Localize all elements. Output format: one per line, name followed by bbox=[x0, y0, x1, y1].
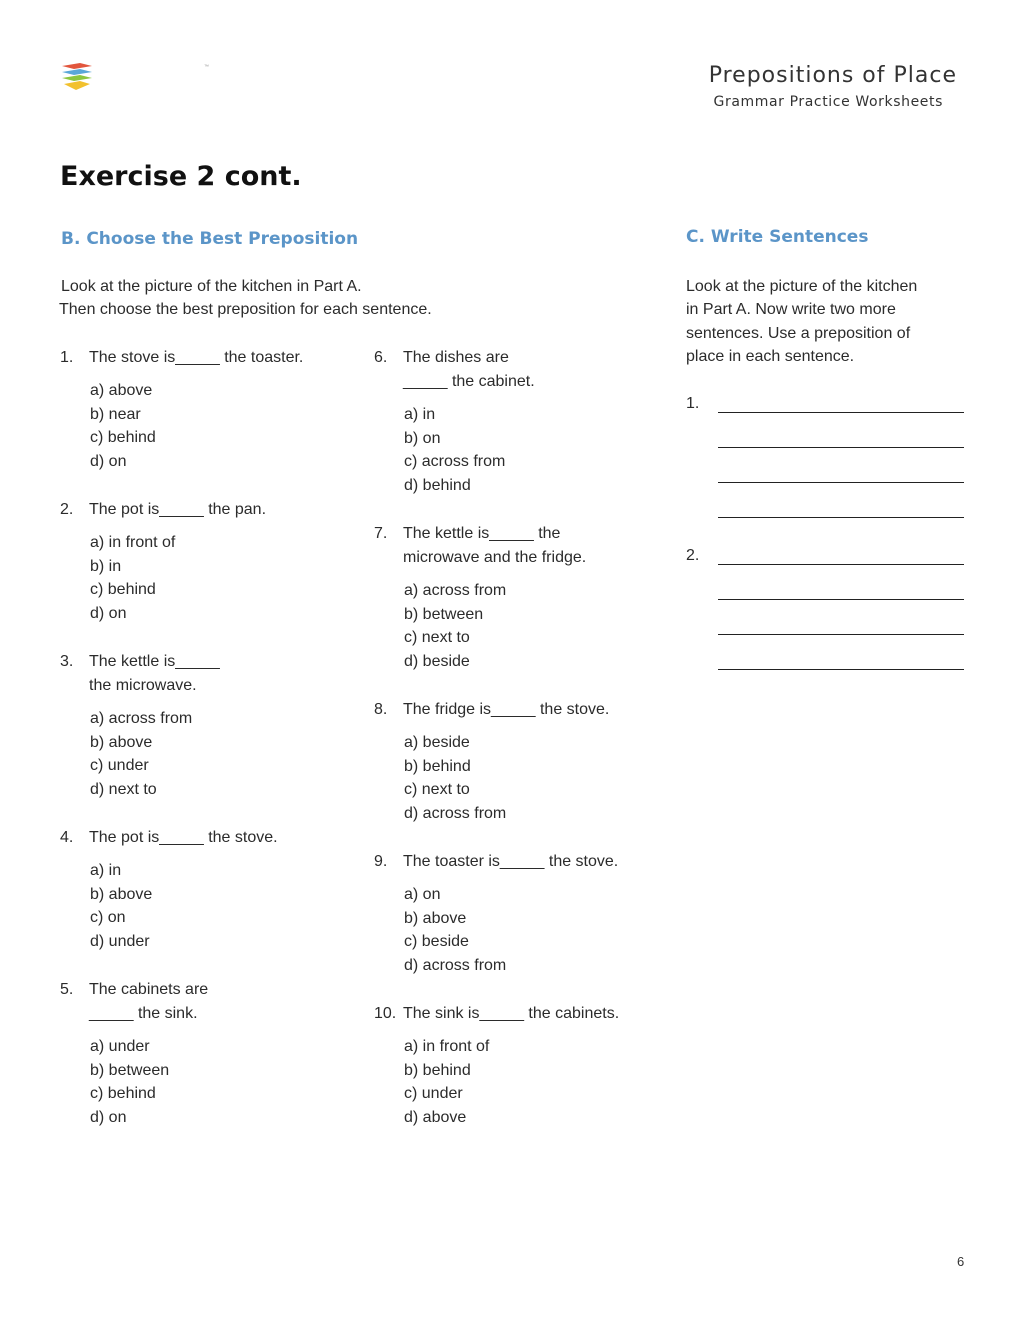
answer-option[interactable]: d) on bbox=[90, 1108, 127, 1126]
answer-option[interactable]: d) under bbox=[90, 932, 150, 950]
answer-option[interactable]: c) behind bbox=[90, 1085, 156, 1102]
answer-option[interactable]: b) in bbox=[90, 557, 122, 575]
answer-option[interactable]: b) near bbox=[90, 405, 141, 423]
answer-option[interactable]: c) under bbox=[404, 1085, 463, 1102]
question-number: 1. bbox=[60, 349, 74, 366]
question-text: The pot is_____ the stove. bbox=[89, 829, 278, 846]
answer-options bbox=[90, 531, 175, 625]
answer-options bbox=[404, 403, 505, 497]
answer-option[interactable]: a) above bbox=[90, 382, 153, 399]
answer-option[interactable]: c) behind bbox=[90, 581, 156, 598]
question-text: The sink is_____ the cabinets. bbox=[403, 1005, 620, 1022]
answer-option[interactable]: d) beside bbox=[404, 652, 470, 670]
answer-line[interactable] bbox=[718, 669, 964, 670]
section-c-instruction-line: sentences. Use a preposition of bbox=[686, 325, 911, 342]
answer-option[interactable]: a) in front of bbox=[404, 1038, 490, 1055]
answer-line[interactable] bbox=[718, 447, 964, 448]
answer-line[interactable] bbox=[718, 412, 964, 413]
section-c-instruction-line: in Part A. Now write two more bbox=[686, 301, 896, 318]
section-b-instruction-2: Then choose the best preposition for each sentence. bbox=[59, 301, 432, 318]
answer-option[interactable]: d) on bbox=[90, 604, 127, 622]
question-text: The cabinets are bbox=[89, 981, 209, 998]
question-number: 3. bbox=[60, 653, 74, 670]
answer-option[interactable]: b) above bbox=[90, 733, 153, 751]
question-text: The toaster is_____ the stove. bbox=[403, 853, 619, 870]
question-number: 2. bbox=[60, 501, 74, 518]
question-number: 10. bbox=[374, 1005, 397, 1022]
answer-options bbox=[90, 379, 156, 473]
answer-option[interactable]: c) next to bbox=[404, 629, 470, 646]
answer-option[interactable]: d) behind bbox=[404, 476, 471, 494]
answer-line[interactable] bbox=[718, 482, 964, 483]
answer-line[interactable] bbox=[718, 517, 964, 518]
answer-options bbox=[90, 707, 192, 801]
exercise-title: Exercise 2 cont. bbox=[60, 161, 302, 192]
question-text: The stove is_____ the toaster. bbox=[89, 349, 304, 366]
answer-option[interactable]: a) in bbox=[90, 862, 122, 879]
question-text: The kettle is_____ bbox=[89, 653, 220, 670]
answer-option[interactable]: d) next to bbox=[90, 780, 157, 798]
answer-option[interactable]: a) across from bbox=[90, 710, 193, 727]
section-b-instruction-1: Look at the picture of the kitchen in Part A. bbox=[61, 278, 362, 295]
worksheet-title: Prepositions of Place bbox=[708, 63, 957, 88]
question-number: 4. bbox=[60, 829, 74, 846]
question-text: _____ the cabinet. bbox=[403, 373, 535, 390]
question-text: _____ the sink. bbox=[89, 1005, 198, 1022]
question-text: The dishes are bbox=[403, 349, 509, 366]
question-number: 5. bbox=[60, 981, 74, 998]
answer-option[interactable]: b) between bbox=[404, 605, 484, 623]
answer-line[interactable] bbox=[718, 634, 964, 635]
question-number: 9. bbox=[374, 853, 388, 870]
question-text: the microwave. bbox=[89, 677, 197, 694]
answer-options bbox=[404, 883, 506, 977]
question-text: The fridge is_____ the stove. bbox=[403, 701, 610, 718]
answer-line[interactable] bbox=[718, 599, 964, 600]
answer-option[interactable]: c) under bbox=[90, 757, 149, 774]
answer-option[interactable]: c) on bbox=[90, 909, 126, 926]
question-number: 7. bbox=[374, 525, 388, 542]
answer-options bbox=[404, 1035, 489, 1129]
worksheet-subtitle: Grammar Practice Worksheets bbox=[713, 94, 943, 110]
answer-option[interactable]: d) on bbox=[90, 452, 127, 470]
answer-option[interactable]: c) next to bbox=[404, 781, 470, 798]
answer-option[interactable]: a) on bbox=[404, 886, 441, 903]
question-text: The pot is_____ the pan. bbox=[89, 501, 267, 518]
trademark-mark: ™ bbox=[204, 64, 209, 70]
question-number: 6. bbox=[374, 349, 388, 366]
answer-option[interactable]: b) above bbox=[404, 909, 467, 927]
section-c-heading: C. Write Sentences bbox=[686, 227, 869, 247]
answer-option[interactable]: a) in front of bbox=[90, 534, 176, 551]
question-number: 8. bbox=[374, 701, 388, 718]
answer-options bbox=[404, 731, 506, 825]
answer-option[interactable]: b) behind bbox=[404, 757, 471, 775]
page-number: 6 bbox=[957, 1254, 965, 1269]
question-text: microwave and the fridge. bbox=[403, 549, 587, 566]
answer-option[interactable]: b) on bbox=[404, 429, 441, 447]
answer-option[interactable]: d) across from bbox=[404, 804, 507, 822]
answer-line[interactable] bbox=[718, 564, 964, 565]
answer-option[interactable]: a) across from bbox=[404, 582, 507, 599]
question-text: The kettle is_____ the bbox=[403, 525, 561, 542]
answer-option[interactable]: b) behind bbox=[404, 1061, 471, 1079]
write-item-number: 1. bbox=[686, 395, 700, 412]
section-c-instruction-line: Look at the picture of the kitchen bbox=[686, 278, 918, 295]
answer-option[interactable]: c) beside bbox=[404, 933, 469, 950]
answer-options bbox=[90, 1035, 169, 1129]
section-b-heading: B. Choose the Best Preposition bbox=[61, 229, 359, 249]
answer-option[interactable]: c) behind bbox=[90, 429, 156, 446]
answer-options bbox=[404, 579, 506, 673]
write-item-number: 2. bbox=[686, 547, 700, 564]
answer-option[interactable]: d) across from bbox=[404, 956, 507, 974]
answer-option[interactable]: d) above bbox=[404, 1108, 467, 1126]
answer-option[interactable]: a) beside bbox=[404, 734, 470, 751]
logo-icon bbox=[60, 60, 94, 94]
answer-option[interactable]: c) across from bbox=[404, 453, 506, 470]
answer-option[interactable]: a) in bbox=[404, 406, 436, 423]
answer-option[interactable]: a) under bbox=[90, 1038, 150, 1055]
answer-options bbox=[90, 859, 152, 953]
section-c-instruction-line: place in each sentence. bbox=[686, 348, 855, 365]
answer-option[interactable]: b) between bbox=[90, 1061, 170, 1079]
answer-option[interactable]: b) above bbox=[90, 885, 153, 903]
